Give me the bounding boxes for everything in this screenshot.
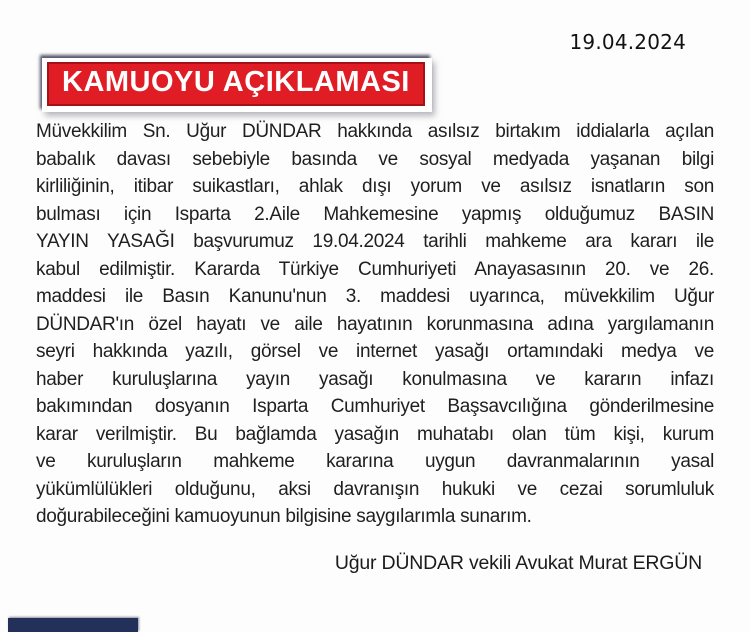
body-line: doğurabileceğini kamuoyunun bilgisine saygılarımla sunarım. (36, 506, 532, 527)
banner-card (42, 58, 432, 112)
banner (47, 62, 425, 106)
body-line: kabul edilmiştir. Kararda Türkiye Cumhuriyeti Anayasasının 20. ve 26. (36, 258, 714, 280)
body-line: karar verilmiştir. Bu bağlamda yasağın muhatabı olan tüm kişi, kurum (36, 423, 714, 445)
body-line: maddesi ile Basın Kanunu'nun 3. maddesi uyarınca, müvekkilim Uğur (36, 286, 714, 307)
body-line: kirliliğinin, itibar suikastları, ahlak dışı yorum ve asılsız isnatların son (36, 176, 714, 197)
banner-title: KAMUOYU AÇIKLAMASI (62, 66, 410, 98)
statement-body (36, 118, 714, 531)
body-line: bakımından dosyanın Isparta Cumhuriyet Başsavcılığına gönderilmesine (36, 396, 714, 417)
body-line: Müvekkilim Sn. Uğur DÜNDAR hakkında asılsız birtakım iddialarla açılan (36, 121, 714, 142)
signature-line: Uğur DÜNDAR vekili Avukat Murat ERGÜN (334, 552, 702, 574)
body-line: seyri hakkında yazılı, görsel ve internet yasağı ortamındaki medya ve (36, 341, 714, 362)
body-line: ve kuruluşların mahkeme kararına uygun davranmalarının yasal (36, 451, 714, 472)
cutoff-banner-fragment (8, 618, 138, 632)
body-line: babalık davası sebebiyle basında ve sosyal medyada yaşanan bilgi (36, 148, 714, 170)
body-line: bulması için Isparta 2.Aile Mahkemesine yapmış olduğumuz BASIN (36, 203, 714, 225)
body-line: haber kuruluşlarına yayın yasağı konulmasına ve kararın infazı (36, 368, 714, 390)
body-line: yükümlülükleri olduğunu, aksi davranışın hukuki ve cezai sorumluluk (36, 478, 714, 500)
body-line: YAYIN YASAĞI başvurumuz 19.04.2024 tarihli mahkeme ara kararı ile (36, 231, 714, 252)
body-line: DÜNDAR'ın özel hayatı ve aile hayatının korunmasına adına yargılamanın (36, 313, 714, 335)
statement-date: 19.04.2024 (569, 30, 686, 54)
